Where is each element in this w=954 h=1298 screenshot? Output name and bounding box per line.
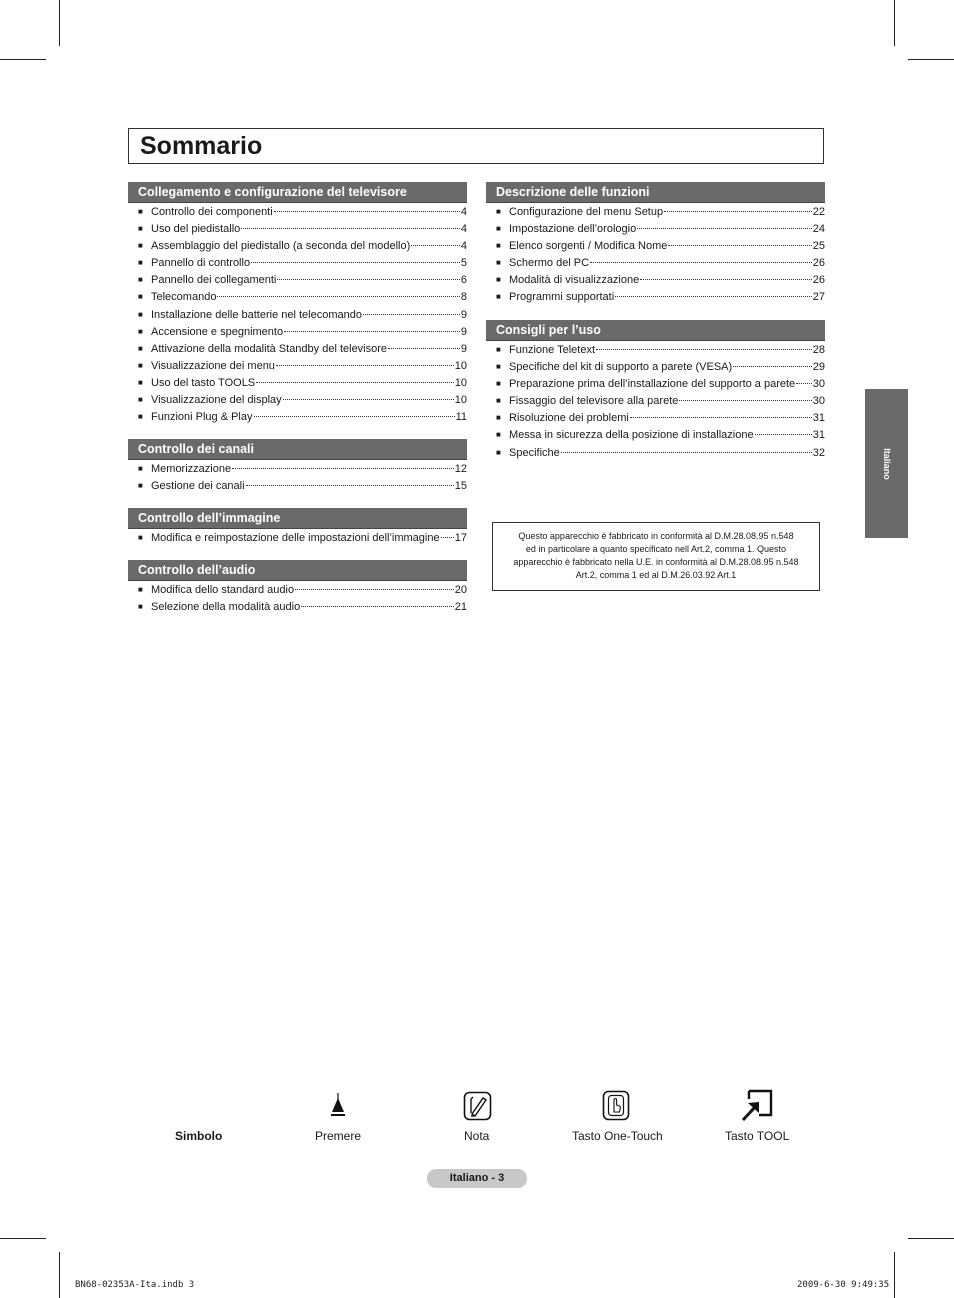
toc-entry-label: Visualizzazione dei menu (151, 359, 275, 372)
dot-leader (363, 314, 460, 315)
toc-entry-label: Programmi supportati (509, 291, 615, 304)
toc-list (128, 532, 467, 549)
toc-entry (486, 257, 825, 274)
dot-leader (630, 417, 812, 418)
section-heading: Collegamento e configurazione del televisore (128, 182, 467, 203)
toc-entry-label: Elenco sorgenti / Modifica Nome (509, 240, 668, 253)
toc-entry-page: 29 (812, 361, 825, 374)
toc-entry (128, 291, 467, 308)
bullet-icon: ■ (496, 430, 501, 440)
dot-leader (254, 416, 455, 417)
toc-entry (128, 394, 467, 411)
toc-entry-page: 15 (454, 480, 467, 493)
notice-line: Art.2, comma 1 ed al D.M.26.03.92 Art.1 (575, 570, 737, 580)
bullet-icon: ■ (496, 258, 501, 268)
dot-leader (283, 399, 454, 400)
toc-entry (486, 378, 825, 395)
page-number-badge: Italiano - 3 (427, 1169, 527, 1188)
page-title: Sommario (140, 132, 263, 160)
toc-entry-page: 24 (812, 223, 825, 236)
bullet-icon: ■ (496, 413, 501, 423)
section-heading: Descrizione delle funzioni (486, 182, 825, 203)
bullet-icon: ■ (496, 379, 501, 389)
toc-entry-page: 31 (812, 429, 825, 442)
dot-leader (796, 383, 812, 384)
toc-section (128, 182, 467, 428)
toc-entry-label: Configurazione del menu Setup (509, 206, 664, 218)
dot-leader (637, 228, 812, 229)
toc-entry (486, 447, 825, 464)
toc-entry-label: Installazione delle batterie nel telecomando (151, 308, 362, 321)
toc-entry-page: 21 (454, 601, 467, 614)
toc-entry-page: 27 (812, 291, 825, 304)
dot-leader (232, 468, 454, 469)
toc-entry (128, 360, 467, 377)
dot-leader (284, 331, 460, 332)
bullet-icon: ■ (138, 224, 143, 234)
bullet-icon: ■ (496, 207, 501, 216)
bullet-icon: ■ (496, 396, 501, 406)
toc-entry (128, 463, 467, 480)
toc-entry (128, 274, 467, 291)
toc-entry-page: 17 (454, 532, 467, 544)
toc-entry-label: Controllo dei componenti (151, 206, 273, 218)
toc-entry-label: Assemblaggio del piedistallo (a seconda del modello) (151, 240, 411, 253)
dot-leader (274, 211, 460, 212)
dot-leader (668, 245, 811, 246)
notice-line: Questo apparecchio è fabbricato in conformità al D.M.28.08.95 n.548 (518, 531, 794, 541)
toc-section (128, 439, 467, 497)
press-icon (330, 1092, 346, 1118)
note-label: Nota (464, 1129, 490, 1143)
notice-line: apparecchio è fabbricato nella U.E. in conformità al D.M.28.08.95 n.548 (513, 557, 799, 567)
toc-entry-label: Messa in sicurezza della posizione di installazione (509, 429, 754, 442)
dot-leader (388, 348, 460, 349)
toc-entry (128, 601, 467, 618)
dot-leader (276, 365, 454, 366)
toc-list (128, 206, 467, 428)
toc-entry (486, 429, 825, 446)
bullet-icon: ■ (138, 585, 143, 594)
section-heading: Controllo dell’audio (128, 560, 467, 581)
dot-leader (561, 452, 812, 453)
toc-entry-label: Modalità di visualizzazione (509, 274, 640, 287)
dot-leader (640, 279, 812, 280)
crop-mark (0, 59, 46, 60)
dot-leader (241, 228, 460, 229)
print-slug-file: BN68-02353A-Ita.indb 3 (75, 1280, 195, 1290)
toc-entry-label: Modifica e reimpostazione delle impostazioni dell’immagine (151, 532, 440, 544)
toc-entry-page: 9 (460, 325, 467, 338)
dot-leader (441, 537, 454, 538)
toc-entry-label: Attivazione della modalità Standby del televisore (151, 342, 388, 355)
bullet-icon: ■ (496, 275, 501, 285)
bullet-icon: ■ (138, 275, 143, 285)
toc-entry-label: Funzioni Plug & Play (151, 411, 253, 424)
crop-mark (908, 1238, 954, 1239)
bullet-icon: ■ (138, 207, 143, 216)
press-label: Premere (315, 1129, 362, 1143)
section-heading: Controllo dei canali (128, 439, 467, 460)
toc-entry-page: 4 (460, 240, 467, 253)
toc-entry-label: Uso del tasto TOOLS (151, 376, 256, 389)
dot-leader (590, 262, 812, 263)
toc-entry (486, 395, 825, 412)
toc-entry-page: 10 (454, 376, 467, 389)
crop-mark (0, 1238, 46, 1239)
bullet-icon: ■ (138, 395, 143, 405)
toc-list (486, 206, 825, 309)
toc-entry (128, 377, 467, 394)
dot-leader (679, 400, 811, 401)
bullet-icon: ■ (138, 343, 143, 353)
bullet-icon: ■ (138, 326, 143, 336)
toc-entry-page: 30 (812, 395, 825, 408)
toc-entry-page: 25 (812, 240, 825, 253)
toc-entry-page: 10 (454, 394, 467, 407)
toc-entry-page: 9 (460, 308, 467, 321)
note-icon (463, 1091, 492, 1121)
toc-entry-page: 30 (812, 378, 825, 391)
bullet-icon: ■ (496, 447, 501, 457)
toc-entry (128, 343, 467, 360)
toc-section (128, 508, 467, 549)
section-heading: Consigli per l’uso (486, 320, 825, 341)
toc-entry (486, 206, 825, 223)
bullet-icon: ■ (138, 481, 143, 491)
toc-entry (128, 309, 467, 326)
crop-mark (908, 59, 954, 60)
one-touch-label: Tasto One-Touch (572, 1129, 663, 1143)
toc-section (486, 320, 825, 464)
bullet-icon: ■ (138, 464, 143, 473)
dot-leader (277, 279, 460, 280)
dot-leader (256, 382, 454, 383)
dot-leader (251, 262, 460, 263)
toc-entry-label: Specifiche del kit di supporto a parete (VESA) (509, 361, 733, 374)
dot-leader (411, 245, 460, 246)
crop-mark (59, 0, 60, 46)
toc-entry-page: 6 (460, 274, 467, 287)
toc-entry (128, 532, 467, 549)
toc-entry-label: Funzione Teletext (509, 344, 596, 356)
dot-leader (615, 296, 812, 297)
bullet-icon: ■ (496, 224, 501, 234)
bullet-icon: ■ (496, 241, 501, 251)
toc-entry-label: Selezione della modalità audio (151, 601, 301, 614)
toc-list (128, 463, 467, 497)
title-box (128, 128, 824, 164)
bullet-icon: ■ (138, 360, 143, 370)
toc-entry-page: 31 (812, 412, 825, 425)
tool-key-label: Tasto TOOL (725, 1129, 790, 1143)
dot-leader (596, 349, 812, 350)
print-slug-date: 2009-6-30 9:49:35 (797, 1280, 890, 1290)
toc-entry-page: 26 (812, 274, 825, 287)
toc-entry-label: Uso del piedistallo (151, 223, 241, 236)
crop-mark (894, 1252, 895, 1298)
toc-entry-label: Modifica dello standard audio (151, 584, 295, 596)
toc-entry-label: Visualizzazione del display (151, 394, 282, 407)
toc-entry-page: 26 (812, 257, 825, 270)
toc-entry-label: Specifiche (509, 446, 560, 459)
bullet-icon: ■ (496, 292, 501, 302)
toc-entry (128, 411, 467, 428)
toc-entry-page: 4 (460, 206, 467, 218)
toc-entry-label: Risoluzione dei problemi (509, 412, 629, 425)
toc-section (128, 560, 467, 618)
toc-entry (486, 240, 825, 257)
toc-entry-page: 4 (460, 223, 467, 236)
toc-entry (128, 584, 467, 601)
bullet-icon: ■ (138, 241, 143, 251)
toc-entry (486, 412, 825, 429)
toc-entry-page: 11 (455, 411, 467, 424)
toc-entry-page: 22 (812, 206, 825, 218)
toc-entry-label: Telecomando (151, 291, 217, 304)
side-tab-label: Italiano (881, 447, 892, 480)
symbol-heading: Simbolo (175, 1129, 223, 1143)
toc-entry (486, 361, 825, 378)
toc-entry-label: Preparazione prima dell’installazione del supporto a parete (509, 378, 796, 391)
toc-entry-page: 8 (460, 291, 467, 304)
bullet-icon: ■ (138, 377, 143, 387)
one-touch-icon (602, 1090, 630, 1121)
toc-entry-page: 9 (460, 342, 467, 355)
toc-entry-label: Gestione dei canali (151, 480, 245, 493)
bullet-icon: ■ (138, 309, 143, 319)
toc-entry-label: Schermo del PC (509, 257, 590, 270)
toc-entry-label: Pannello dei collegamenti (151, 274, 277, 287)
bullet-icon: ■ (138, 258, 143, 268)
dot-leader (755, 434, 812, 435)
notice-line: ed in particolare a quanto specificato nell Art.2, comma 1. Questo (525, 544, 787, 554)
dot-leader (733, 366, 812, 367)
toc-entry (128, 257, 467, 274)
toc-entry (128, 326, 467, 343)
toc-entry-label: Fissaggio del televisore alla parete (509, 395, 679, 408)
dot-leader (664, 211, 812, 212)
toc-entry-label: Impostazione dell’orologio (509, 223, 637, 236)
dot-leader (246, 485, 454, 486)
language-side-tab (865, 389, 908, 538)
bullet-icon: ■ (138, 533, 143, 542)
section-heading: Controllo dell’immagine (128, 508, 467, 529)
toc-entry-page: 20 (454, 584, 467, 596)
toc-list (128, 584, 467, 618)
crop-mark (59, 1252, 60, 1298)
dot-leader (217, 296, 459, 297)
toc-entry (128, 240, 467, 257)
toc-entry-page: 28 (812, 344, 825, 356)
toc-entry (486, 274, 825, 291)
conformity-notice (492, 522, 820, 591)
toc-list (486, 344, 825, 464)
toc-entry-page: 10 (454, 359, 467, 372)
bullet-icon: ■ (138, 602, 143, 612)
toc-entry-label: Pannello di controllo (151, 257, 251, 270)
toc-entry (128, 206, 467, 223)
toc-entry-page: 5 (460, 257, 467, 270)
toc-entry-label: Accensione e spegnimento (151, 325, 284, 338)
toc-section (486, 182, 825, 309)
toc-entry (128, 223, 467, 240)
toc-entry (486, 344, 825, 361)
toc-entry (128, 480, 467, 497)
bullet-icon: ■ (496, 362, 501, 372)
dot-leader (301, 606, 454, 607)
toc-entry-page: 32 (812, 446, 825, 459)
tool-key-icon (739, 1089, 773, 1123)
dot-leader (295, 589, 454, 590)
toc-entry (486, 291, 825, 308)
toc-entry-label: Memorizzazione (151, 463, 232, 475)
bullet-icon: ■ (496, 345, 501, 354)
toc-entry-page: 12 (454, 463, 467, 475)
crop-mark (894, 0, 895, 46)
bullet-icon: ■ (138, 292, 143, 302)
bullet-icon: ■ (138, 412, 143, 422)
toc-entry (486, 223, 825, 240)
